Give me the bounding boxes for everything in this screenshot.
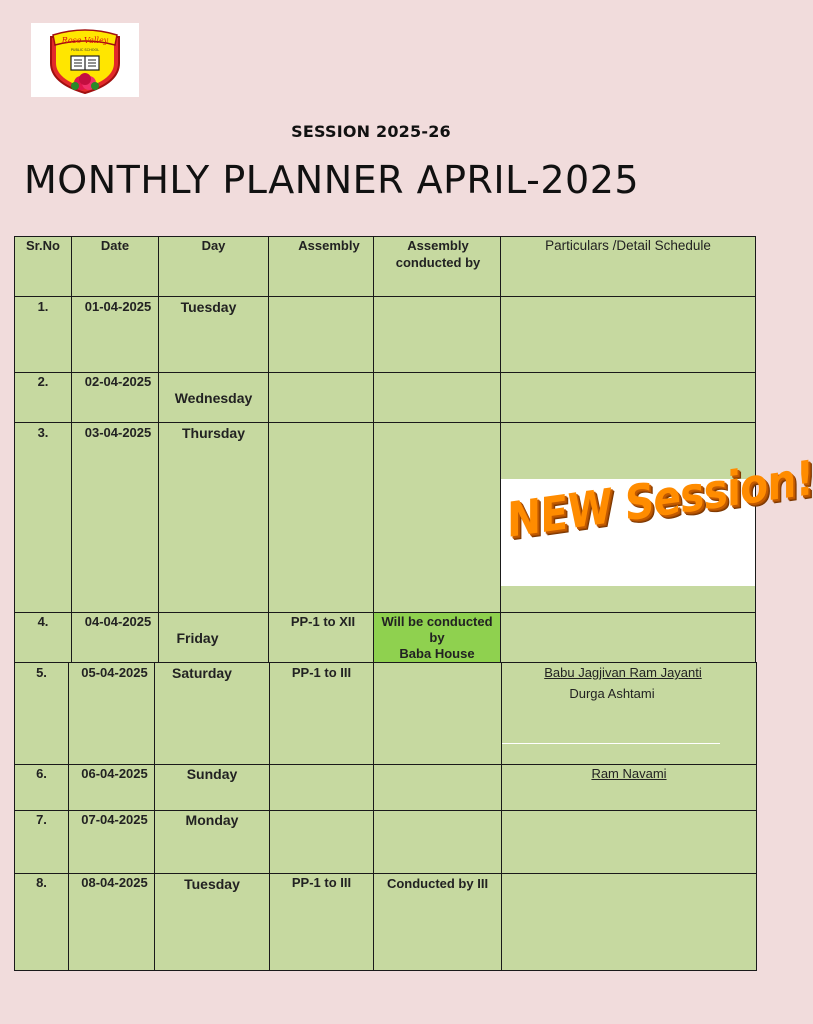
table-cell-date: 07-04-2025 — [68, 810, 155, 874]
table-cell-srno: 6. — [14, 764, 69, 811]
table-cell-particulars — [501, 764, 757, 811]
event-ram-navami: Ram Navami — [591, 766, 667, 781]
table-cell-conducted-by — [373, 372, 501, 423]
new-session-banner-text: NEW Session! — [507, 449, 813, 549]
new-session-banner-image — [501, 449, 813, 586]
table-cell-date: 02-04-2025 — [71, 372, 159, 423]
event-babu-jagjivan-ram-jayanti: Babu Jagjivan Ram Jayanti — [544, 665, 702, 680]
table-cell-particulars — [500, 296, 756, 373]
table-cell-srno: 4. — [14, 612, 72, 663]
table-cell-day: Monday — [154, 810, 270, 874]
table-cell-conducted-by: Conducted by III — [373, 873, 502, 971]
table-cell-srno: 3. — [14, 422, 72, 613]
table-cell-day: Friday — [158, 612, 269, 663]
table-cell-assembly — [268, 296, 374, 373]
table-cell-assembly — [269, 764, 374, 811]
table-cell-assembly — [269, 810, 374, 874]
table-cell-date: 06-04-2025 — [68, 764, 155, 811]
column-header-assembly-conducted-by: Assembly conducted by — [373, 236, 501, 297]
table-cell-particulars — [500, 372, 756, 423]
table-cell-date: 05-04-2025 — [68, 662, 155, 765]
table-cell-date: 04-04-2025 — [71, 612, 159, 663]
table-cell-conducted-by — [373, 764, 502, 811]
event-durga-ashtami: Durga Ashtami — [569, 686, 655, 701]
table-cell-assembly — [268, 422, 374, 613]
column-header-day: Day — [158, 236, 269, 297]
table-cell-srno: 5. — [14, 662, 69, 765]
column-header-date: Date — [71, 236, 159, 297]
table-cell-srno: 7. — [14, 810, 69, 874]
column-header-srno: Sr.No — [14, 236, 72, 297]
table-cell-date: 08-04-2025 — [68, 873, 155, 971]
table-cell-assembly: PP-1 to III — [269, 662, 374, 765]
table-cell-srno: 2. — [14, 372, 72, 423]
table-cell-srno: 1. — [14, 296, 72, 373]
table-cell-date: 01-04-2025 — [71, 296, 159, 373]
table-cell-assembly: PP-1 to XII — [268, 612, 374, 663]
table-cell-date: 03-04-2025 — [71, 422, 159, 613]
column-header-particulars: Particulars /Detail Schedule — [500, 236, 756, 297]
table-cell-particulars — [501, 873, 757, 971]
table-cell-conducted-by — [373, 662, 502, 765]
svg-text:Rose Valley: Rose Valley — [61, 36, 109, 45]
table-cell-conducted-by — [373, 810, 502, 874]
table-cell-particulars — [500, 612, 756, 663]
table-cell-conducted-by: Will be conducted by Baba House — [373, 612, 501, 663]
table-cell-conducted-by — [373, 422, 501, 613]
table-cell-particulars — [501, 662, 757, 765]
svg-text:PUBLIC SCHOOL: PUBLIC SCHOOL — [70, 48, 100, 52]
table-cell-day: Tuesday — [154, 873, 270, 971]
session-label: SESSION 2025-26 — [291, 122, 451, 141]
table-cell-day: Thursday — [158, 422, 269, 613]
table-cell-particulars — [501, 810, 757, 874]
table-cell-conducted-by — [373, 296, 501, 373]
table-cell-srno: 8. — [14, 873, 69, 971]
table-cell-assembly — [268, 372, 374, 423]
table-cell-day: Sunday — [154, 764, 270, 811]
table-cell-day: Tuesday — [158, 296, 269, 373]
table-cell-day: Wednesday — [158, 372, 269, 423]
page-title: MONTHLY PLANNER APRIL-2025 — [24, 158, 640, 202]
column-header-assembly: Assembly — [268, 236, 374, 297]
divider — [502, 743, 720, 744]
table-cell-day: Saturday — [154, 662, 270, 765]
table-cell-assembly: PP-1 to III — [269, 873, 374, 971]
